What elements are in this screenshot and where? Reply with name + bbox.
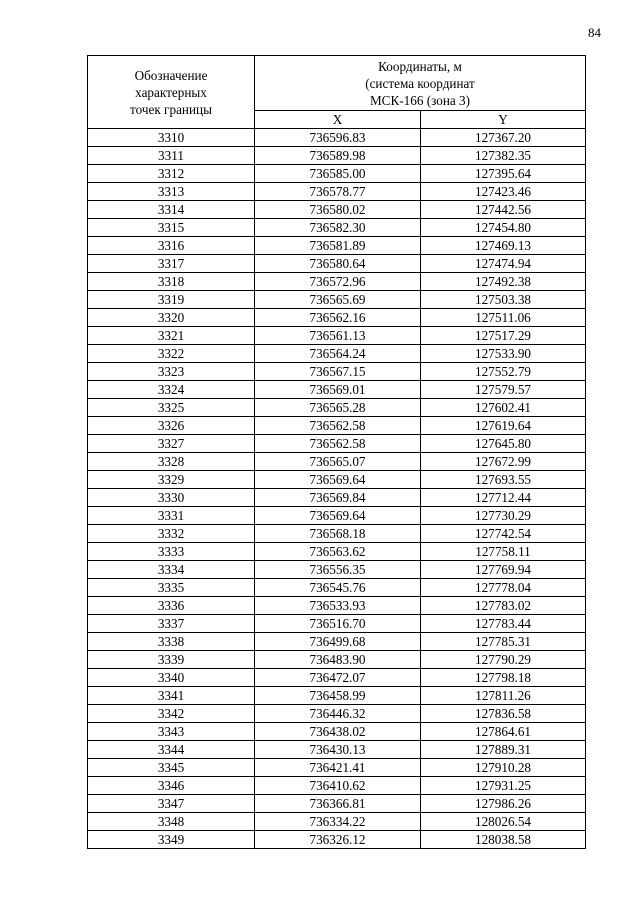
table-row <box>88 597 586 615</box>
cell-y: 127503.38 <box>421 291 586 309</box>
cell-x: 736589.98 <box>255 147 421 165</box>
table-row <box>88 543 586 561</box>
cell-point-id: 3311 <box>88 147 255 165</box>
cell-x: 736556.35 <box>255 561 421 579</box>
cell-x: 736366.81 <box>255 795 421 813</box>
table-row <box>88 795 586 813</box>
cell-point-id: 3331 <box>88 507 255 525</box>
cell-x: 736585.00 <box>255 165 421 183</box>
cell-y: 127382.35 <box>421 147 586 165</box>
cell-point-id: 3345 <box>88 759 255 777</box>
table-row <box>88 399 586 417</box>
cell-point-id: 3346 <box>88 777 255 795</box>
cell-x: 736472.07 <box>255 669 421 687</box>
cell-x: 736569.01 <box>255 381 421 399</box>
cell-y: 127778.04 <box>421 579 586 597</box>
cell-x: 736438.02 <box>255 723 421 741</box>
cell-y: 127758.11 <box>421 543 586 561</box>
cell-y: 127619.64 <box>421 417 586 435</box>
header-y: Y <box>421 111 586 129</box>
cell-y: 128026.54 <box>421 813 586 831</box>
cell-x: 736564.24 <box>255 345 421 363</box>
header-point-designation <box>88 56 255 129</box>
cell-y: 127672.99 <box>421 453 586 471</box>
cell-x: 736446.32 <box>255 705 421 723</box>
cell-point-id: 3343 <box>88 723 255 741</box>
cell-x: 736499.68 <box>255 633 421 651</box>
cell-x: 736569.84 <box>255 489 421 507</box>
cell-y: 127645.80 <box>421 435 586 453</box>
table-row <box>88 453 586 471</box>
cell-y: 127552.79 <box>421 363 586 381</box>
cell-y: 127931.25 <box>421 777 586 795</box>
cell-x: 736562.58 <box>255 435 421 453</box>
cell-point-id: 3333 <box>88 543 255 561</box>
table-row <box>88 273 586 291</box>
cell-x: 736421.41 <box>255 759 421 777</box>
cell-y: 127511.06 <box>421 309 586 327</box>
cell-x: 736565.28 <box>255 399 421 417</box>
cell-y: 127836.58 <box>421 705 586 723</box>
cell-y: 127367.20 <box>421 129 586 147</box>
cell-point-id: 3324 <box>88 381 255 399</box>
cell-y: 127474.94 <box>421 255 586 273</box>
cell-point-id: 3329 <box>88 471 255 489</box>
cell-point-id: 3344 <box>88 741 255 759</box>
cell-point-id: 3339 <box>88 651 255 669</box>
cell-y: 128038.58 <box>421 831 586 849</box>
cell-x: 736562.58 <box>255 417 421 435</box>
cell-y: 127517.29 <box>421 327 586 345</box>
table-row <box>88 219 586 237</box>
cell-y: 127602.41 <box>421 399 586 417</box>
cell-x: 736563.62 <box>255 543 421 561</box>
cell-x: 736545.76 <box>255 579 421 597</box>
cell-y: 127769.94 <box>421 561 586 579</box>
cell-point-id: 3327 <box>88 435 255 453</box>
cell-x: 736430.13 <box>255 741 421 759</box>
table-row <box>88 561 586 579</box>
header-point-line-1: Обозначение <box>134 67 208 83</box>
table-row <box>88 633 586 651</box>
cell-x: 736565.69 <box>255 291 421 309</box>
table-row <box>88 525 586 543</box>
table-row <box>88 183 586 201</box>
table-row <box>88 201 586 219</box>
cell-x: 736580.64 <box>255 255 421 273</box>
table-body <box>88 129 586 849</box>
cell-point-id: 3312 <box>88 165 255 183</box>
table-row <box>88 615 586 633</box>
table-row <box>88 165 586 183</box>
cell-point-id: 3319 <box>88 291 255 309</box>
header-coords-line-3: МСК-166 (зона 3) <box>369 92 471 108</box>
table-row <box>88 471 586 489</box>
cell-point-id: 3332 <box>88 525 255 543</box>
cell-point-id: 3340 <box>88 669 255 687</box>
cell-y: 127783.02 <box>421 597 586 615</box>
cell-point-id: 3342 <box>88 705 255 723</box>
header-coordinates <box>255 56 586 111</box>
cell-y: 127395.64 <box>421 165 586 183</box>
page-number: 84 <box>588 25 601 40</box>
cell-x: 736596.83 <box>255 129 421 147</box>
table-row <box>88 669 586 687</box>
table-row <box>88 147 586 165</box>
coordinates-table <box>87 55 586 849</box>
cell-y: 127811.26 <box>421 687 586 705</box>
cell-x: 736567.15 <box>255 363 421 381</box>
table-row <box>88 291 586 309</box>
table-row <box>88 345 586 363</box>
table-row <box>88 489 586 507</box>
cell-point-id: 3310 <box>88 129 255 147</box>
cell-point-id: 3321 <box>88 327 255 345</box>
cell-x: 736580.02 <box>255 201 421 219</box>
cell-point-id: 3325 <box>88 399 255 417</box>
cell-y: 127986.26 <box>421 795 586 813</box>
table-row <box>88 237 586 255</box>
cell-x: 736565.07 <box>255 453 421 471</box>
cell-y: 127864.61 <box>421 723 586 741</box>
cell-x: 736533.93 <box>255 597 421 615</box>
cell-y: 127783.44 <box>421 615 586 633</box>
header-coords-line-2: (система координат <box>365 75 475 91</box>
cell-y: 127533.90 <box>421 345 586 363</box>
cell-x: 736578.77 <box>255 183 421 201</box>
table-row <box>88 327 586 345</box>
table-row <box>88 651 586 669</box>
table-row <box>88 417 586 435</box>
table-row <box>88 831 586 849</box>
table-row <box>88 687 586 705</box>
cell-point-id: 3315 <box>88 219 255 237</box>
header-x: X <box>255 111 421 129</box>
cell-point-id: 3349 <box>88 831 255 849</box>
cell-point-id: 3322 <box>88 345 255 363</box>
cell-point-id: 3314 <box>88 201 255 219</box>
cell-point-id: 3316 <box>88 237 255 255</box>
cell-y: 127442.56 <box>421 201 586 219</box>
cell-x: 736483.90 <box>255 651 421 669</box>
table-row <box>88 507 586 525</box>
cell-point-id: 3328 <box>88 453 255 471</box>
cell-point-id: 3320 <box>88 309 255 327</box>
cell-y: 127790.29 <box>421 651 586 669</box>
cell-x: 736572.96 <box>255 273 421 291</box>
table-row <box>88 741 586 759</box>
table-row <box>88 435 586 453</box>
cell-point-id: 3337 <box>88 615 255 633</box>
cell-point-id: 3335 <box>88 579 255 597</box>
cell-point-id: 3318 <box>88 273 255 291</box>
cell-y: 127910.28 <box>421 759 586 777</box>
cell-y: 127889.31 <box>421 741 586 759</box>
cell-y: 127454.80 <box>421 219 586 237</box>
header-row-top <box>88 56 586 111</box>
cell-point-id: 3334 <box>88 561 255 579</box>
cell-point-id: 3326 <box>88 417 255 435</box>
cell-point-id: 3317 <box>88 255 255 273</box>
cell-y: 127469.13 <box>421 237 586 255</box>
cell-x: 736410.62 <box>255 777 421 795</box>
table-header <box>88 56 586 129</box>
cell-y: 127798.18 <box>421 669 586 687</box>
cell-point-id: 3323 <box>88 363 255 381</box>
cell-point-id: 3347 <box>88 795 255 813</box>
cell-x: 736561.13 <box>255 327 421 345</box>
header-point-line-2: характерных <box>135 84 207 100</box>
table-row <box>88 129 586 147</box>
table-row <box>88 759 586 777</box>
table-row <box>88 723 586 741</box>
cell-y: 127579.57 <box>421 381 586 399</box>
cell-y: 127742.54 <box>421 525 586 543</box>
cell-y: 127492.38 <box>421 273 586 291</box>
cell-point-id: 3336 <box>88 597 255 615</box>
table-row <box>88 813 586 831</box>
cell-x: 736568.18 <box>255 525 421 543</box>
cell-y: 127423.46 <box>421 183 586 201</box>
cell-point-id: 3341 <box>88 687 255 705</box>
table-row <box>88 705 586 723</box>
table-row <box>88 777 586 795</box>
cell-point-id: 3348 <box>88 813 255 831</box>
cell-x: 736516.70 <box>255 615 421 633</box>
cell-x: 736581.89 <box>255 237 421 255</box>
table-row <box>88 579 586 597</box>
cell-point-id: 3338 <box>88 633 255 651</box>
cell-y: 127693.55 <box>421 471 586 489</box>
cell-point-id: 3330 <box>88 489 255 507</box>
cell-x: 736562.16 <box>255 309 421 327</box>
table-row <box>88 309 586 327</box>
header-point-line-3: точек границы <box>130 101 212 117</box>
cell-y: 127730.29 <box>421 507 586 525</box>
table-row <box>88 363 586 381</box>
table-row <box>88 381 586 399</box>
cell-point-id: 3313 <box>88 183 255 201</box>
cell-x: 736326.12 <box>255 831 421 849</box>
cell-x: 736582.30 <box>255 219 421 237</box>
cell-x: 736458.99 <box>255 687 421 705</box>
cell-y: 127712.44 <box>421 489 586 507</box>
cell-x: 736569.64 <box>255 507 421 525</box>
table-row <box>88 255 586 273</box>
cell-x: 736569.64 <box>255 471 421 489</box>
cell-y: 127785.31 <box>421 633 586 651</box>
cell-x: 736334.22 <box>255 813 421 831</box>
header-coords-line-1: Координаты, м <box>378 58 462 74</box>
